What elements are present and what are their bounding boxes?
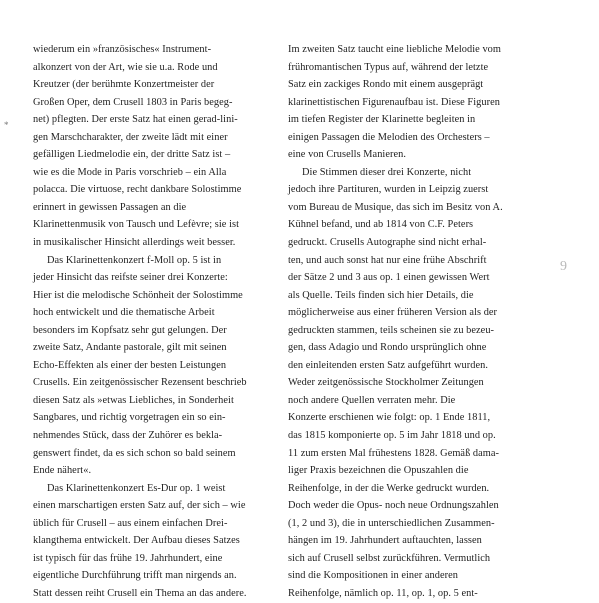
text-line: ist typisch für das frühe 19. Jahrhundert, eine	[33, 552, 223, 564]
text-line: sich auf Crusell selbst zurückführen. Vermutlich	[288, 552, 491, 564]
text-line: hängen im 19. Jahrhundert auftauchten, lassen	[288, 535, 482, 547]
text-line: Kreutzer (der berühmte Konzertmeister der	[33, 79, 215, 91]
text-line: gedruckten stammen, teils scheinen sie zu bezeu-	[288, 324, 495, 336]
right-text-column	[288, 41, 538, 603]
text-line: (1, 2 und 3), die in unterschiedlichen Zusammen-	[288, 517, 495, 529]
text-line: Statt dessen reiht Crusell ein Thema an das andere.	[33, 587, 247, 599]
text-line: jedoch ihre Partituren, wurden in Leipzig zuerst	[288, 184, 489, 196]
text-line: wie es die Mode in Paris vorschrieb – ein Alla	[33, 166, 227, 178]
margin-mark: *	[4, 120, 9, 130]
text-line: klangthema entwickelt. Der Aufbau dieses Satzes	[33, 535, 240, 547]
text-line: frühromantischen Typus auf, während der letzte	[288, 61, 489, 73]
text-line: Die Stimmen dieser drei Konzerte, nicht	[302, 166, 472, 178]
text-line: erinnert in gewissen Passagen an die	[33, 201, 187, 213]
text-line: wiederum ein »französisches« Instrument-	[33, 44, 212, 55]
text-line: Das Klarinettenkonzert Es-Dur op. 1 weist	[47, 482, 226, 494]
text-line: als Quelle. Teils finden sich hier Details, die	[288, 289, 474, 301]
page-number: 9	[560, 259, 567, 274]
text-line: Im zweiten Satz taucht eine liebliche Melodie vom	[288, 44, 501, 55]
text-line: Doch weder die Opus- noch neue Ordnungszahlen	[288, 500, 499, 512]
text-line: nehmendes Stück, dass der Zuhörer es bekla-	[33, 430, 223, 442]
text-line: Das Klarinettenkonzert f-Moll op. 5 ist in	[47, 254, 222, 266]
text-line: Kühnel befand, und ab 1814 von C.F. Peters	[288, 219, 474, 231]
text-line: Ende nähert«.	[33, 465, 92, 477]
text-line: gedruckt. Crusells Autographe sind nicht erhal-	[288, 237, 487, 249]
text-line: Echo-Effekten als einer der besten Leistungen	[33, 359, 227, 371]
text-line: 11 zum ersten Mal frühestens 1828. Gemäß dama-	[288, 447, 500, 459]
text-line: zweite Satz, Andante pastorale, gilt mit seinen	[33, 342, 227, 354]
text-line: genswert findet, da es sich schon so bald seinem	[33, 447, 236, 459]
text-line: net) pflegten. Der erste Satz hat einen gerad-lini-	[33, 114, 238, 126]
text-line: eine von Crusells Manieren.	[288, 149, 406, 161]
text-line: besonders im Kopfsatz sehr gut gelungen. Der	[33, 324, 227, 336]
text-line: Hier ist die melodische Schönheit der Solostimme	[33, 289, 243, 301]
text-line: Reihenfolge, in der die Werke gedruckt wurden.	[288, 482, 490, 494]
text-line: im tiefen Register der Klarinette begleiten in	[288, 114, 476, 126]
text-line: sind die Kompositionen in einer anderen	[288, 570, 458, 582]
text-line: klarinettistischen Figurenaufbau ist. Diese Figuren	[288, 96, 500, 108]
text-line: Satz ein zackiges Rondo mit einem ausgeprägt	[288, 79, 484, 91]
text-line: eigentliche Durchführung trifft man nirgends an.	[33, 570, 237, 582]
text-line: liger Praxis bezeichnen die Opuszahlen die	[288, 465, 469, 477]
text-line: möglicherweise aus einer früheren Version als der	[288, 307, 498, 319]
text-line: den einleitenden ersten Satz aufgeführt wurden.	[288, 359, 488, 371]
text-line: Klarinettenmusik von Tausch und Lefèvre; sie ist	[33, 219, 240, 231]
text-line: Weder zeitgenössische Stockholmer Zeitungen	[288, 377, 484, 389]
text-line: hoch entwickelt und die thematische Arbeit	[33, 307, 215, 319]
text-line: üblich für Crusell – aus einem einfachen Drei-	[33, 517, 228, 529]
text-line: Konzerte erschienen wie folgt: op. 1 Ende 1811,	[288, 412, 491, 424]
text-line: das 1815 komponierte op. 5 im Jahr 1818 und op.	[288, 430, 496, 442]
text-line: polacca. Die virtuose, recht dankbare Solostimme	[33, 184, 242, 196]
text-line: Sangbares, und richtig vorgetragen ein so ein-	[33, 412, 226, 424]
text-line: noch andere Quellen verraten mehr. Die	[288, 394, 456, 406]
text-line: vom Bureau de Musique, das sich im Besitz von A.	[288, 201, 503, 213]
text-line: ten, und auch sonst hat nur eine frühe Abschrift	[288, 254, 487, 266]
text-line: einen marschartigen ersten Satz auf, der sich – wie	[33, 500, 246, 512]
text-line: diesen Satz als »etwas Liebliches, in Sonderheit	[33, 394, 234, 406]
text-line: einigen Passagen die Melodien des Orchesters –	[288, 131, 490, 143]
left-text-column	[33, 41, 279, 603]
text-line: Crusells. Ein zeitgenössischer Rezensent beschrieb	[33, 377, 247, 389]
text-line: gen, dass Adagio und Rondo ursprünglich ohne	[288, 342, 487, 354]
text-line: der Sätze 2 und 3 aus op. 1 einen gewissen Wert	[288, 272, 490, 284]
text-line: Großen Oper, dem Crusell 1803 in Paris begeg-	[33, 96, 233, 108]
text-line: jeder Hinsicht das reifste seiner drei Konzerte:	[33, 272, 228, 284]
text-line: alkonzert von der Art, wie sie u.a. Rode und	[33, 61, 218, 73]
text-line: Reihenfolge, nämlich op. 11, op. 1, op. 5 ent-	[288, 587, 478, 599]
text-line: in musikalischer Hinsicht allerdings weit besser.	[33, 237, 236, 249]
text-line: gen Marschcharakter, der zweite lädt mit einer	[33, 131, 228, 143]
text-line: gefälligen Liedmelodie ein, der dritte Satz ist –	[33, 149, 231, 161]
